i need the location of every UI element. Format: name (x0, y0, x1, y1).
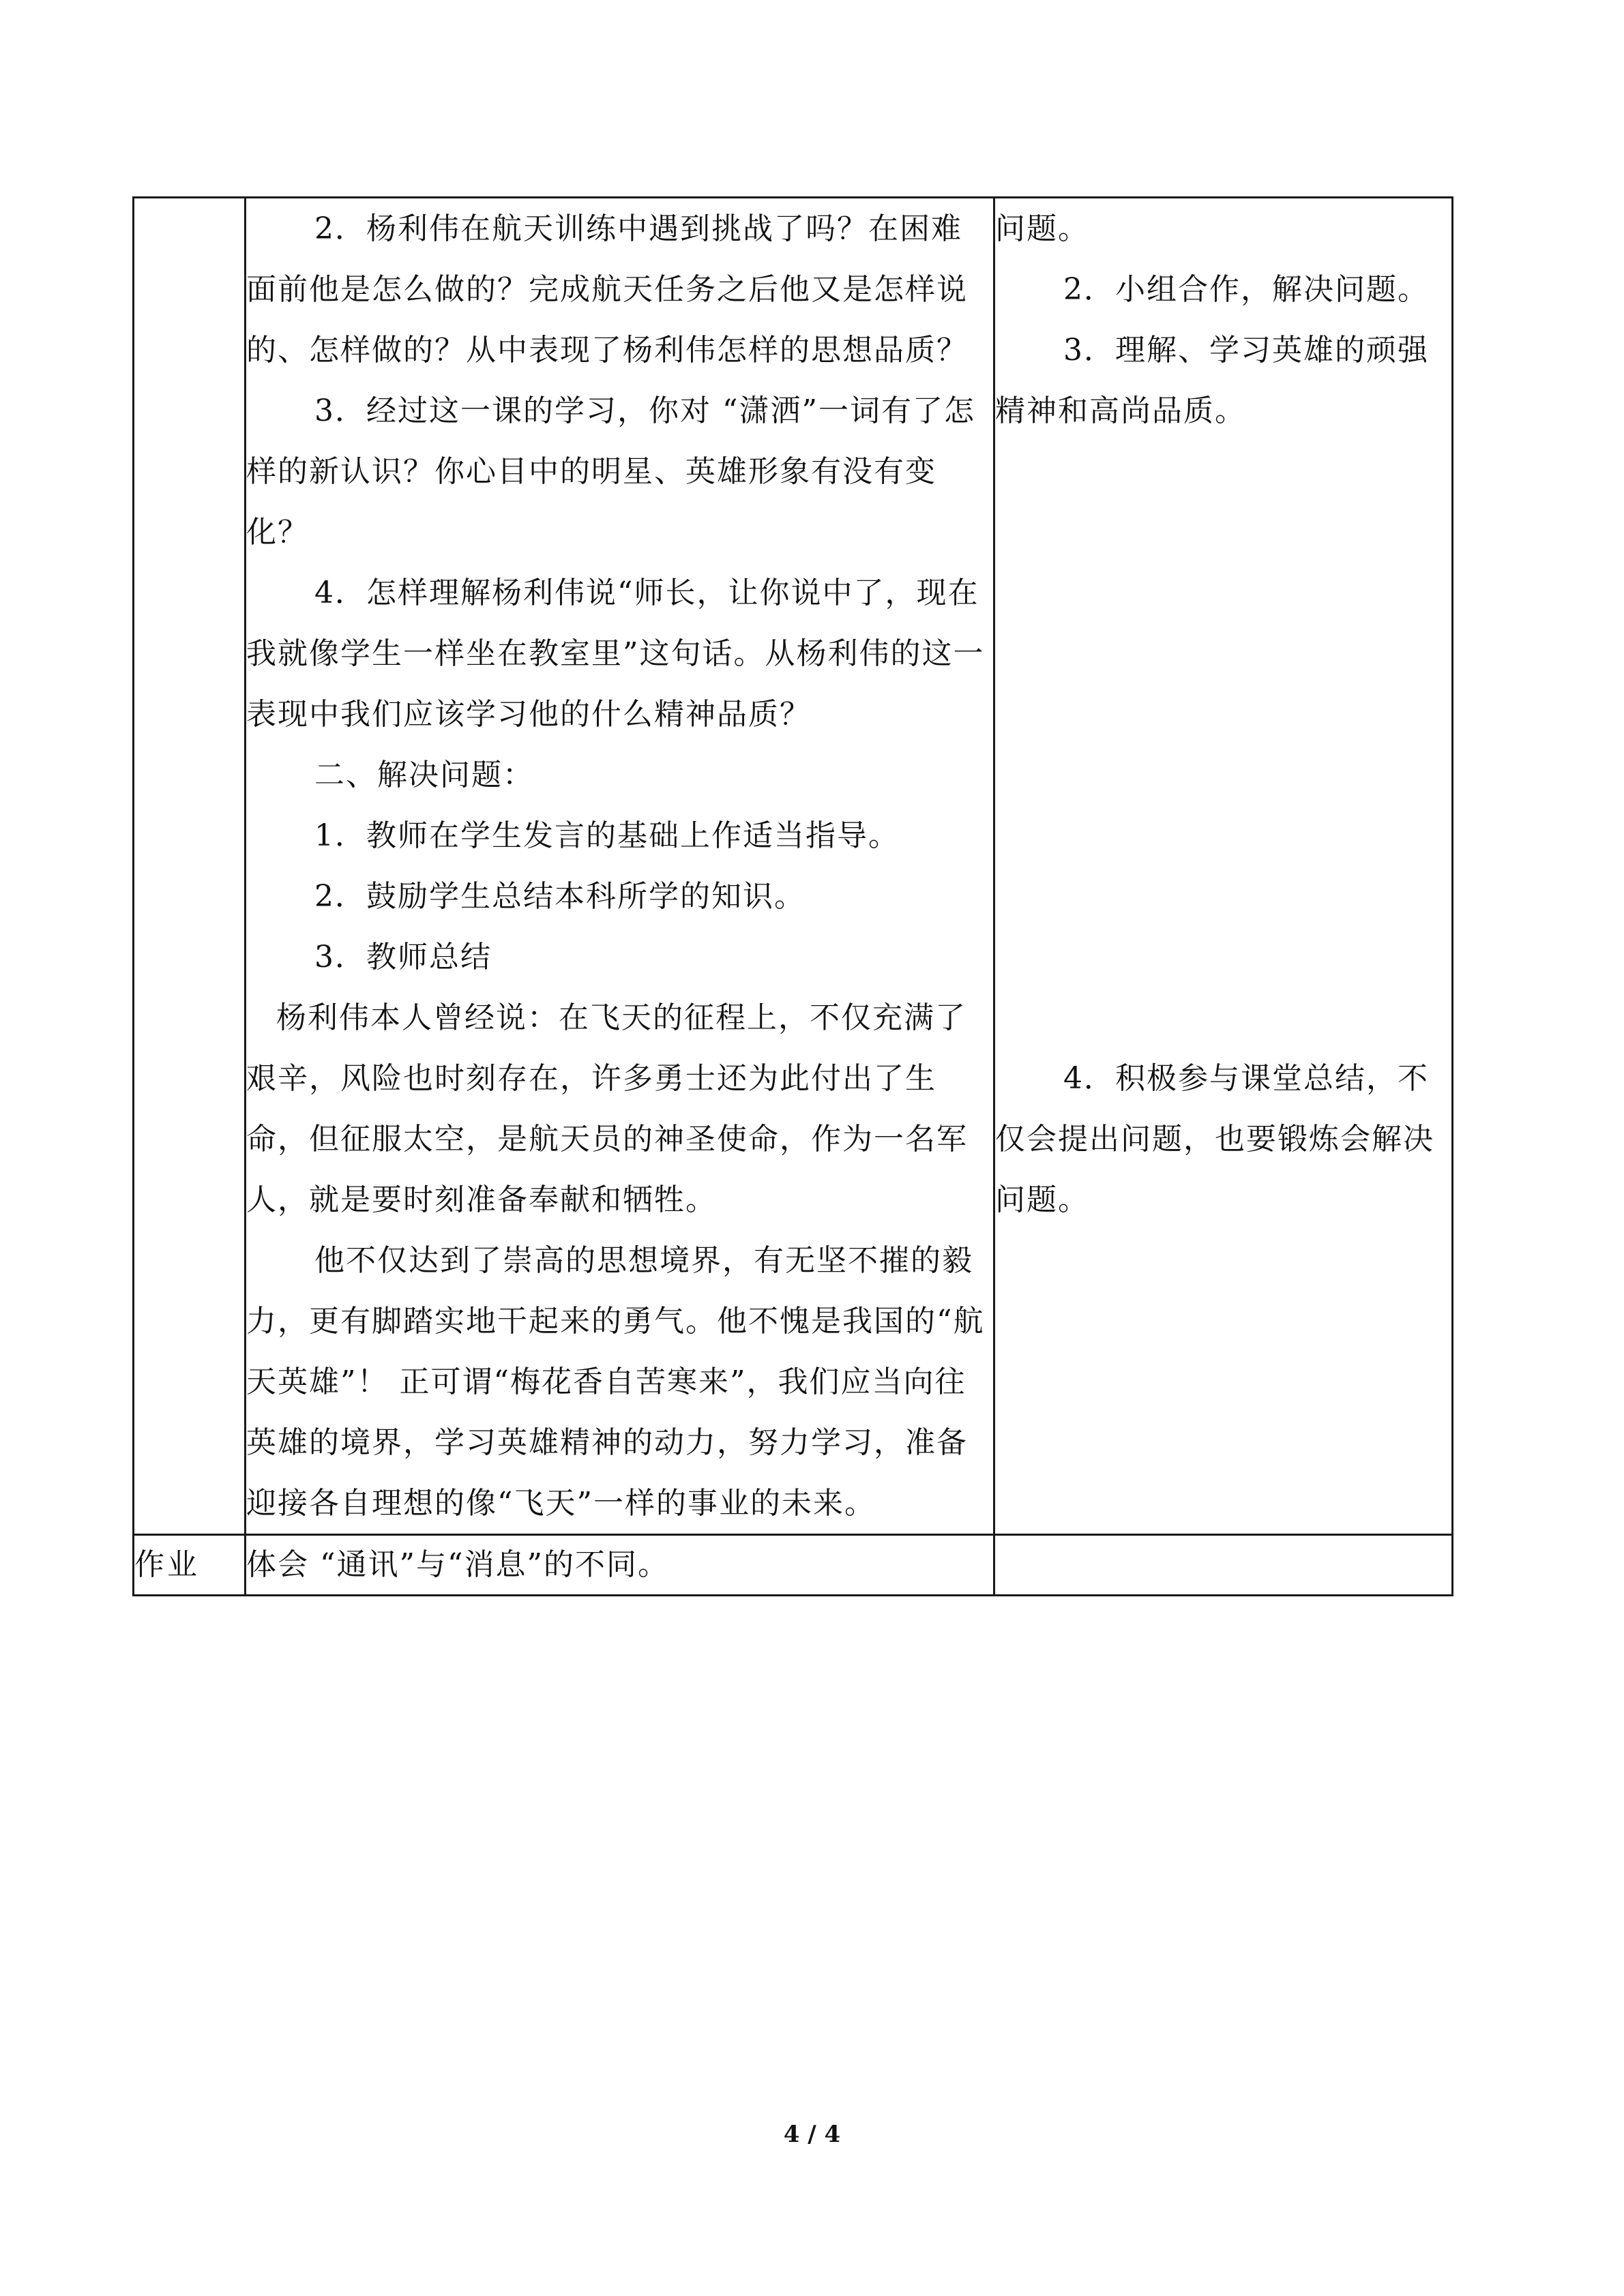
summary-paragraph: 他不仅达到了崇高的思想境界，有无坚不摧的毅力，更有脚踏实地干起来的勇气。他不愧是我国的“航天英雄”！ 正可谓“梅花香自苦寒来”，我们应当向往英雄的境界，学习英雄精神的动力，努力学习，准备迎接各自理想的像“飞天”一样的事业的未来。 (246, 1243, 985, 1521)
student-activity-item: 4．积极参与课堂总结，不仅会提出问题，也要锻炼会解决问题。 (995, 1061, 1434, 1217)
question-item: 2．杨利伟在航天训练中遇到挑战了吗？在困难面前他是怎么做的？完成航天任务之后他又是怎样说的、怎样做的？从中表现了杨利伟怎样的思想品质？ (246, 211, 968, 368)
page-number: 4 / 4 (783, 2121, 841, 2148)
step-item: 3．教师总结 (314, 940, 492, 974)
step-item: 1．教师在学生发言的基础上作适当指导。 (314, 818, 900, 853)
teaching-process-row (134, 198, 1453, 1535)
step-item: 2．鼓励学生总结本科所学的知识。 (314, 879, 806, 914)
student-activity-item: 问题。 (995, 211, 1089, 246)
row-label-cell (134, 198, 246, 1535)
homework-text: 体会 “通讯”与“消息”的不同。 (246, 1535, 994, 1596)
section-title: 二、解决问题： (314, 758, 534, 792)
spacer (995, 441, 1451, 1048)
student-activity-item: 2．小组合作，解决问题。 (1063, 272, 1429, 307)
homework-notes-cell (994, 1535, 1453, 1596)
teacher-activity-cell (246, 198, 994, 1535)
lesson-plan-table (132, 196, 1453, 1596)
student-activity-cell (994, 198, 1453, 1535)
question-item: 4．怎样理解杨利伟说“师长，让你说中了，现在我就像学生一样坐在教室里”这句话。从杨利伟的这一表现中我们应该学习他的什么精神品质？ (246, 576, 985, 732)
summary-paragraph: 杨利伟本人曾经说：在飞天的征程上，不仅充满了艰辛，风险也时刻存在，许多勇士还为此付出了生命，但征服太空，是航天员的神圣使命，作为一名军人，就是要时刻准备奉献和牺牲。 (246, 1000, 968, 1217)
student-activity-item: 3．理解、学习英雄的顽强精神和高尚品质。 (995, 333, 1429, 428)
homework-label: 作业 (134, 1535, 246, 1596)
question-item: 3．经过这一课的学习，你对 “潇洒”一词有了怎样的新认识？你心目中的明星、英雄形象有没有变化？ (246, 393, 975, 550)
homework-row (134, 1535, 1453, 1596)
